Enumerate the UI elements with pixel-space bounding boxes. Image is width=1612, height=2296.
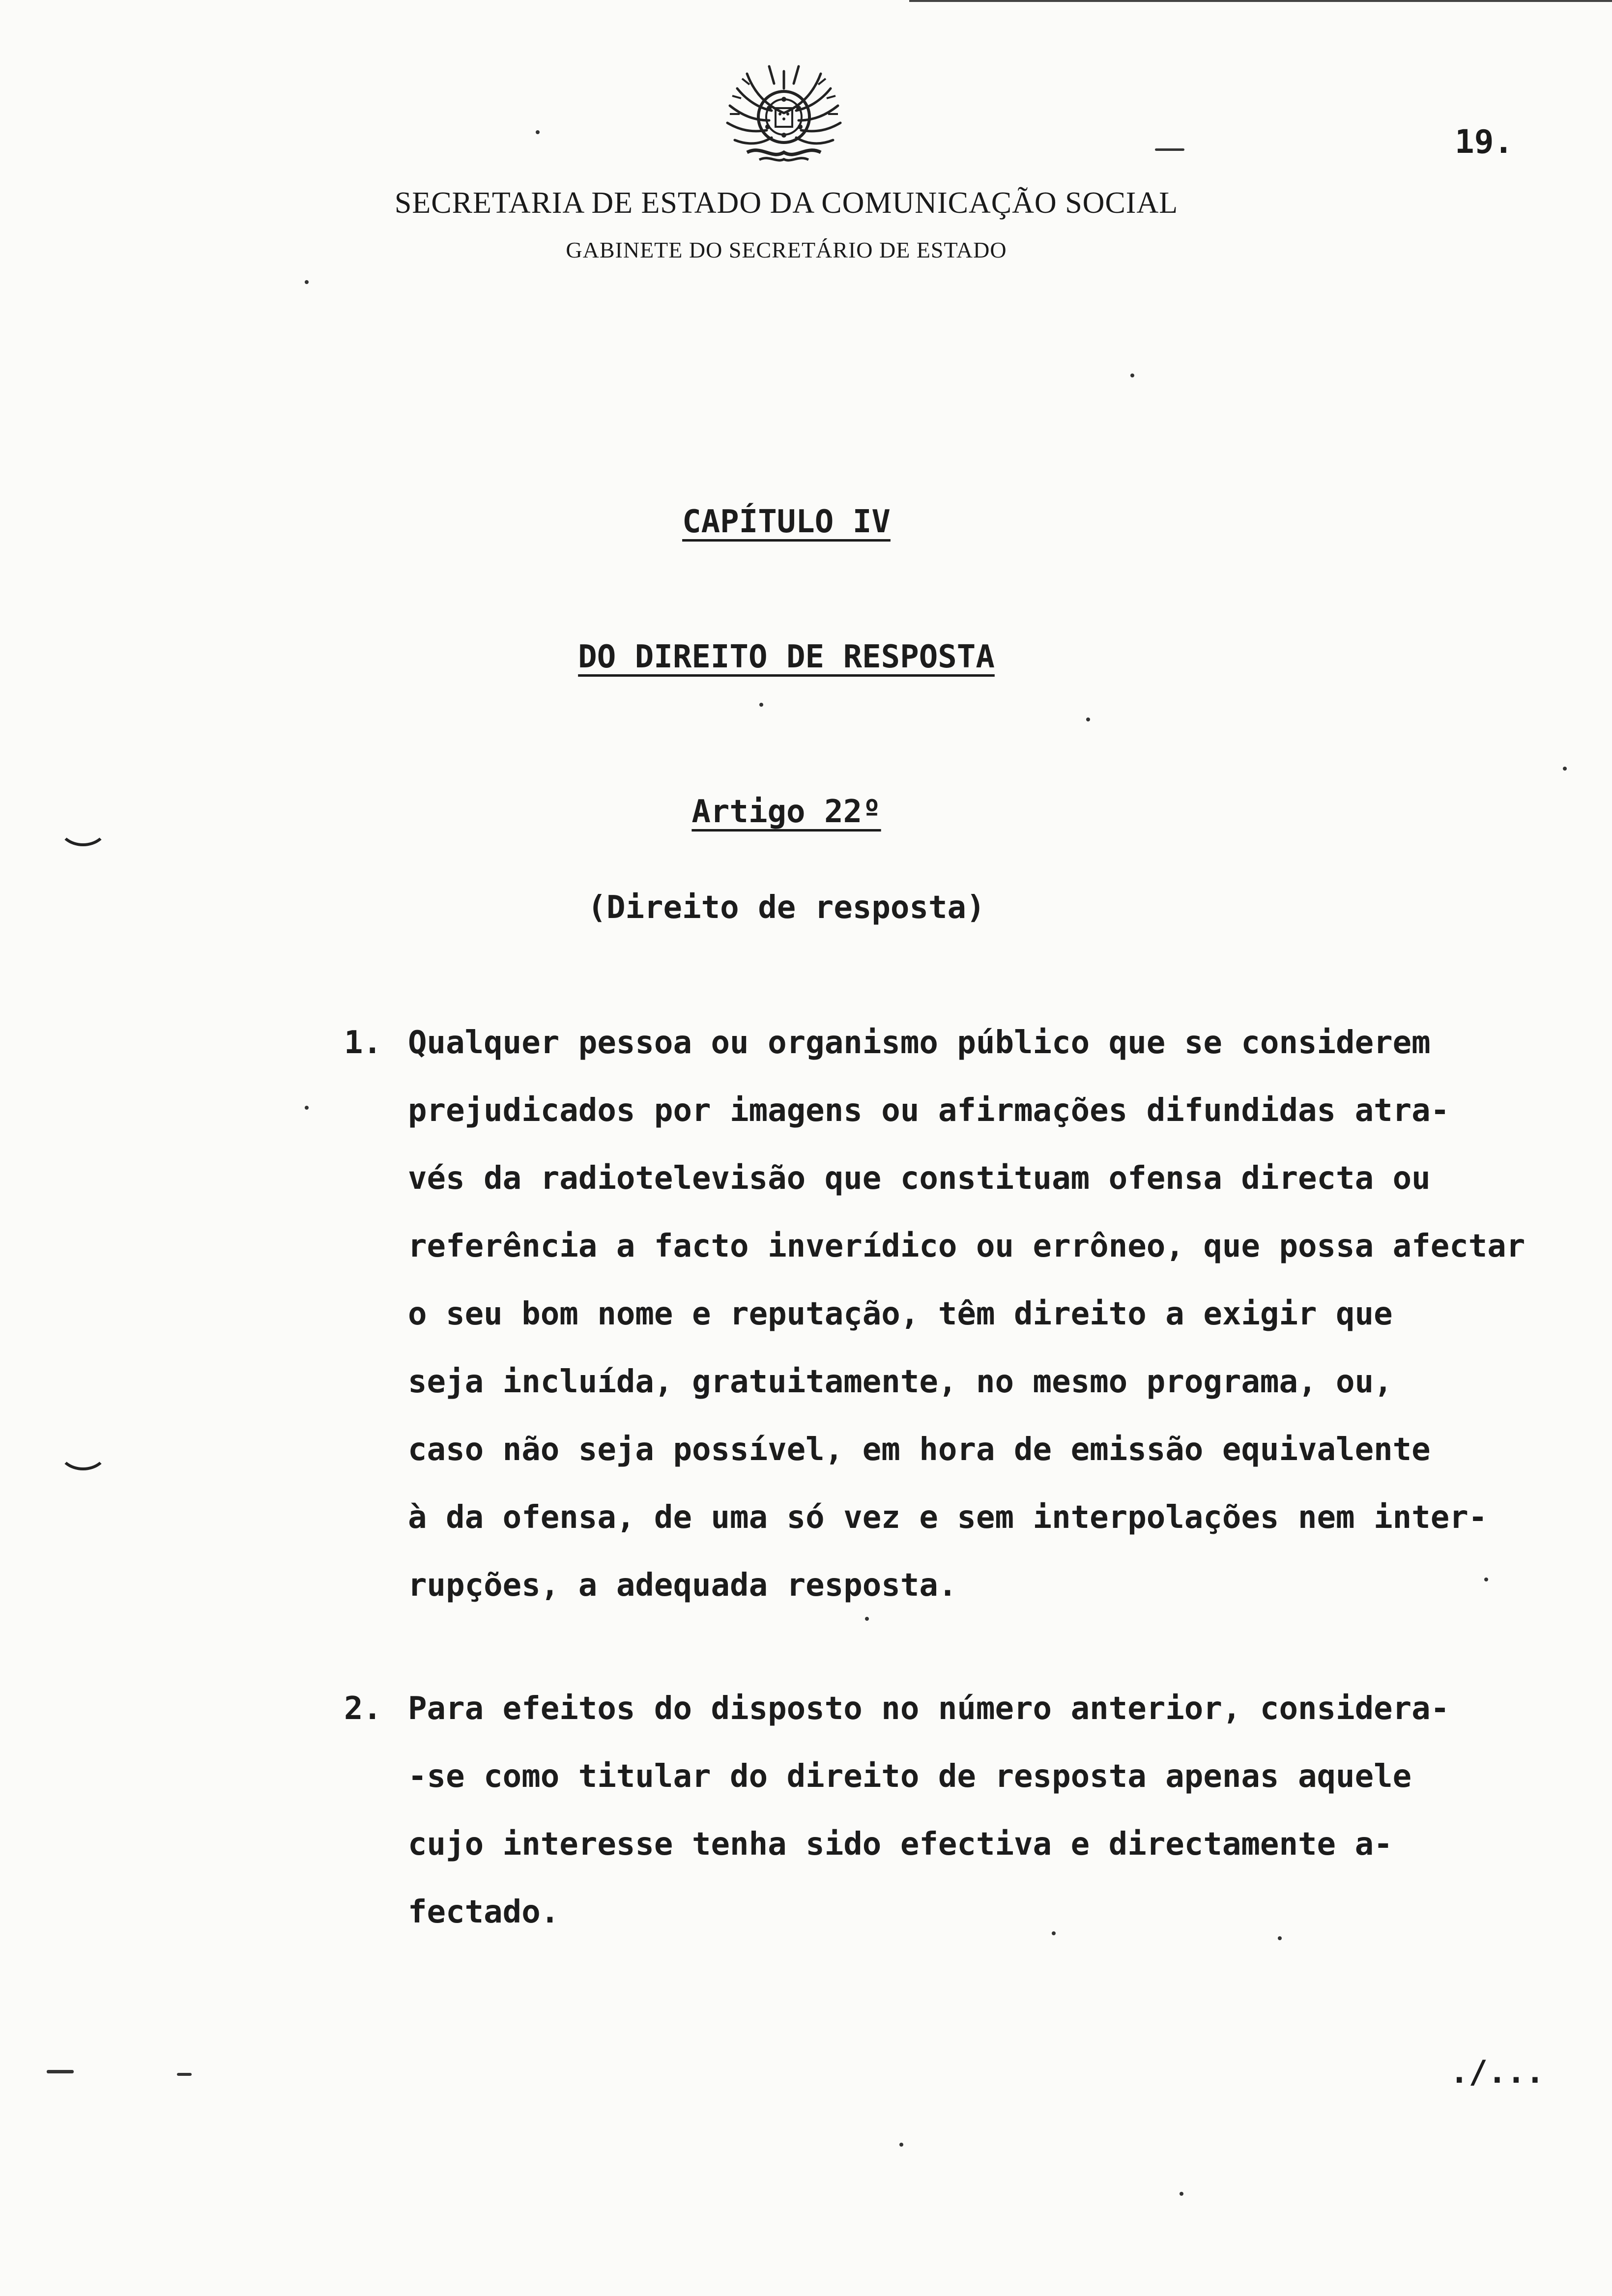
scan-mark [58,1430,108,1470]
scan-speck [1563,767,1567,771]
scan-speck [1052,1931,1056,1935]
paragraph-number: 2. [344,1691,382,1727]
paragraph-line: Para efeitos do disposto no número anterior, considera- [408,1691,1450,1727]
organization-name: SECRETARIA DE ESTADO DA COMUNICAÇÃO SOCIAL [394,186,1179,220]
paragraph-line: referência a facto inverídico ou errôneo, que possa afectar [408,1228,1526,1264]
article-subtitle-text: (Direito de resposta) [587,890,985,926]
scan-speck [759,703,763,707]
scan-mark [47,2070,74,2073]
scan-speck [1086,718,1090,721]
chapter-label: CAPÍTULO IV [682,504,891,540]
article-label: Artigo 22º [691,794,881,830]
scan-speck [1180,2192,1183,2196]
chapter-title: DO DIREITO DE RESPOSTA [578,639,995,675]
paragraph-line: à da ofensa, de uma só vez e sem interpolações nem inter- [408,1499,1488,1536]
scan-speck [536,130,540,134]
paragraph-line: fectado. [408,1894,560,1930]
article-subtitle [0,890,1573,926]
continuation-mark: ./... [1450,2054,1545,2091]
scan-mark [1155,148,1184,151]
top-rule [909,0,1612,2]
paragraph-line: -se como titular do direito de resposta apenas aquele [408,1758,1412,1795]
paragraph-line: prejudicados por imagens ou afirmações difundidas atra- [408,1092,1450,1129]
department-name: GABINETE DO SECRETÁRIO DE ESTADO [566,237,1007,262]
paragraph-line: seja incluída, gratuitamente, no mesmo programa, ou, [408,1364,1393,1400]
article-heading [0,794,1573,830]
scan-speck [305,1106,309,1110]
coat-of-arms-icon [713,59,855,167]
scan-speck [865,1617,869,1621]
paragraph-line: rupções, a adequada resposta. [408,1567,957,1604]
scan-speck [899,2143,903,2147]
page-number: 19. [1455,123,1514,161]
paragraph-line: vés da radiotelevisão que constituam ofensa directa ou [408,1160,1431,1197]
scan-mark [177,2073,192,2076]
scan-speck [1130,373,1134,377]
paragraph-line: caso não seja possível, em hora de emissão equivalente [408,1432,1431,1468]
scan-speck [1278,1936,1282,1940]
paragraph-line: Qualquer pessoa ou organismo público que se considerem [408,1025,1431,1061]
paragraph-line: o seu bom nome e reputação, têm direito a exigir que [408,1296,1393,1332]
scan-speck [305,280,309,284]
paragraph-number: 1. [344,1025,382,1061]
scan-speck [1484,1578,1488,1581]
chapter-title-heading [0,639,1573,675]
chapter-heading [0,504,1573,540]
paragraph-line: cujo interesse tenha sido efectiva e directamente a- [408,1826,1393,1863]
